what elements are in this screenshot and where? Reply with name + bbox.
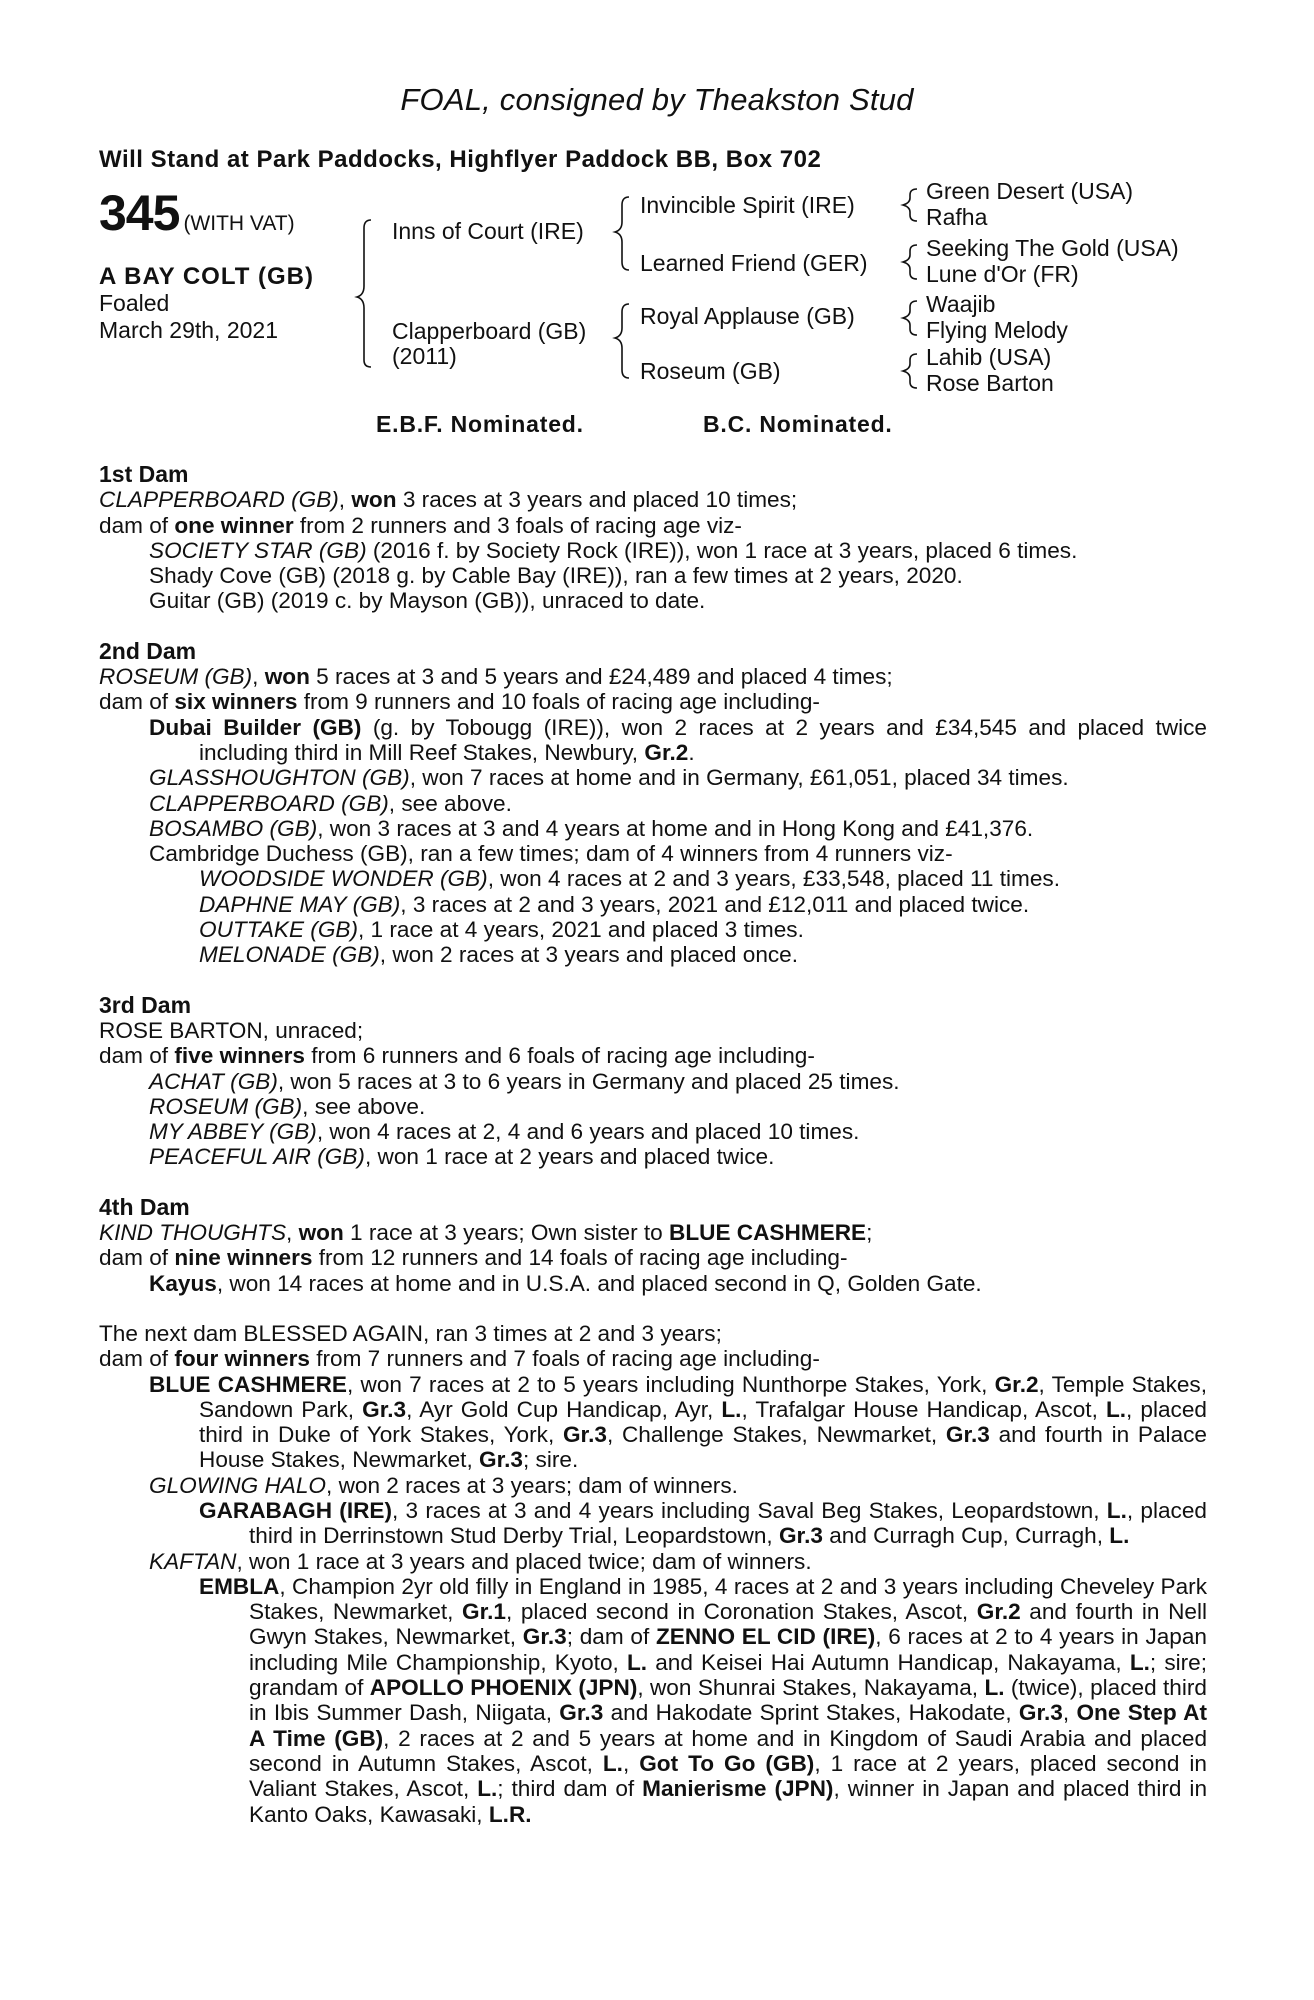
sire-dam: Learned Friend (GER) [640, 250, 868, 276]
grandfoal-entry [99, 866, 1207, 891]
gen3-3: Seeking The Gold (USA) [926, 235, 1179, 261]
bold-text: four winners [174, 1346, 310, 1372]
text-segment: , won 14 races at home and in U.S.A. and placed second in Q, Golden Gate. [216, 1270, 982, 1296]
text-segment: (g. by Tobougg (IRE)), won 2 races at 2 years and £34,545 and placed twice including third in Mill Reef Stakes, Newbury, [199, 714, 1207, 765]
text-segment: , placed third in Duke of York Stakes, York, [199, 1396, 1207, 1448]
text-segment: , 1 race at 4 years, 2021 and placed 3 times. [358, 917, 804, 943]
bold-text: Gr.2 [644, 739, 689, 765]
italic-name: KIND THOUGHTS [99, 1220, 287, 1246]
text-segment: Guitar (GB) (2019 c. by Mayson (GB)), unraced to date. [149, 588, 706, 614]
section-title: 1st Dam [99, 461, 189, 487]
bold-text: L. [477, 1776, 498, 1802]
dam: Clapperboard (GB) [392, 318, 587, 344]
text-segment: , see above. [388, 790, 512, 816]
second-dam-section [99, 639, 1207, 968]
italic-name: ROSEUM (GB) [99, 664, 253, 690]
dam-line [99, 1321, 1207, 1346]
bold-text: Gr.3 [522, 1624, 567, 1650]
bold-text: GARABAGH (IRE) [199, 1497, 393, 1523]
text-segment: , 6 races at 2 to 4 years in Japan including Mile Championship, Kyoto, [249, 1624, 1208, 1675]
foal-entry [99, 765, 1207, 790]
text-segment: ; [866, 1220, 873, 1246]
bold-text: L. [1129, 1649, 1150, 1675]
text-segment: ; sire; grandam of [249, 1649, 1208, 1701]
dam-line [99, 487, 1207, 512]
text-segment: dam of [99, 1245, 175, 1271]
italic-name: ROSEUM (GB) [149, 1093, 303, 1119]
bold-text: won [351, 487, 397, 513]
foal-entry [99, 538, 1207, 563]
sire-sire: Invincible Spirit (IRE) [640, 192, 855, 218]
text-segment: , won 7 races at 2 to 5 years including Nunthorpe Stakes, York, [347, 1371, 995, 1397]
text-segment: , won 2 races at 3 years and placed once. [379, 942, 799, 968]
produce-line [99, 1346, 1207, 1371]
text-segment: . [688, 739, 695, 765]
text-segment: and Keisei Hai Autumn Handicap, Nakayama, [647, 1649, 1130, 1675]
bold-text: APOLLO PHOENIX (JPN) [369, 1675, 638, 1701]
section-title: 2nd Dam [99, 637, 197, 664]
text-segment: , placed second in Coronation Stakes, Ascot, [506, 1599, 977, 1625]
text-segment: dam of [99, 689, 175, 715]
gen3-4: Lune d'Or (FR) [926, 261, 1079, 287]
text-segment: , [622, 1750, 640, 1776]
foal-entry [99, 563, 1207, 588]
italic-name: DAPHNE MAY (GB) [199, 891, 401, 917]
text-segment: from 12 runners and 14 foals of racing age including- [312, 1245, 848, 1271]
text-segment: , won 2 races at 3 years; dam of winners. [326, 1472, 738, 1498]
grandfoal-entry [99, 892, 1207, 917]
italic-name: SOCIETY STAR (GB) [149, 537, 367, 563]
text-segment: , won 1 race at 2 years and placed twice. [364, 1144, 775, 1170]
gen3-5: Waajib [926, 291, 996, 317]
italic-name: WOODSIDE WONDER (GB) [199, 866, 488, 892]
text-segment: , winner in Japan and placed third in Kanto Oaks, Kawasaki, [249, 1776, 1208, 1827]
third-dam-section [99, 993, 1207, 1170]
foaled-date: March 29th, 2021 [99, 317, 279, 343]
bold-text: L.R. [488, 1801, 532, 1827]
foaled-label: Foaled [99, 290, 170, 316]
bold-text: One Step At A Time (GB) [249, 1700, 1207, 1751]
bold-text: L. [721, 1396, 742, 1422]
foal-entry [99, 715, 1207, 766]
dam-line [99, 1018, 1207, 1043]
text-segment: and fourth in Palace House Stakes, Newmarket, [199, 1422, 1208, 1473]
text-segment: (2016 f. by Society Rock (IRE)), won 1 race at 3 years, placed 6 times. [366, 537, 1078, 563]
text-segment: , won 4 races at 2 and 3 years, £33,548, placed 11 times. [487, 866, 1061, 892]
text-segment: , [286, 1220, 299, 1246]
bold-text: five winners [174, 1043, 305, 1069]
text-segment: dam of [99, 512, 175, 538]
colt-title: A BAY COLT (GB) [99, 263, 315, 290]
bold-text: nine winners [174, 1245, 313, 1271]
text-segment: and Curragh Cup, Curragh, [822, 1523, 1110, 1549]
text-segment: , see above. [302, 1093, 426, 1119]
grandfoal-entry [99, 917, 1207, 942]
bold-text: Gr.2 [976, 1599, 1021, 1625]
bold-text: L. [984, 1675, 1005, 1701]
bold-text: L. [626, 1649, 648, 1675]
gen3-7: Lahib (USA) [926, 344, 1052, 370]
italic-name: ACHAT (GB) [149, 1068, 278, 1094]
text-segment: , 1 race at 2 years, placed second in Valiant Stakes, Ascot, [249, 1750, 1207, 1802]
text-segment: , [252, 664, 265, 690]
italic-name: CLAPPERBOARD (GB) [149, 790, 389, 816]
italic-name: OUTTAKE (GB) [199, 917, 358, 943]
bold-text: Gr.2 [994, 1371, 1039, 1397]
italic-name: MY ABBEY (GB) [149, 1119, 317, 1145]
text-segment: , [1062, 1700, 1077, 1726]
foal-entry [99, 588, 1207, 613]
bold-text: Dubai Builder (GB) [149, 714, 362, 740]
text-segment: , Temple Stakes, Sandown Park, [199, 1371, 1208, 1422]
produce-line [99, 1043, 1207, 1068]
text-segment: ; dam of [566, 1624, 656, 1650]
section-title: 4th Dam [99, 1193, 190, 1220]
text-segment: 1 race at 3 years; Own sister to [343, 1220, 670, 1246]
text-segment: from 7 runners and 7 foals of racing age including- [309, 1346, 820, 1372]
text-segment: , 3 races at 3 and 4 years including Saval Beg Stakes, Leopardstown, [392, 1497, 1107, 1523]
italic-name: MELONADE (GB) [199, 942, 380, 968]
grandfoal-entry [99, 1574, 1207, 1827]
foal-entry [99, 791, 1207, 816]
bold-text: ZENNO EL CID (IRE) [655, 1624, 876, 1650]
text-segment: from 2 runners and 3 foals of racing age viz- [293, 512, 742, 538]
foal-entry [99, 1372, 1207, 1473]
text-segment: , won 4 races at 2, 4 and 6 years and placed 10 times. [316, 1119, 860, 1145]
text-segment: (twice), placed third in Ibis Summer Dash, Niigata, [249, 1675, 1207, 1726]
text-segment: 5 races at 3 and 5 years and £24,489 and placed 4 times; [309, 664, 893, 690]
text-segment: Cambridge Duchess (GB), ran a few times; dam of 4 winners from 4 runners viz- [149, 841, 953, 867]
bold-text: Gr.3 [1018, 1700, 1063, 1726]
grandfoal-entry [99, 942, 1207, 967]
text-segment: 3 races at 3 years and placed 10 times; [396, 487, 798, 513]
produce-line [99, 689, 1207, 714]
dam-year: (2011) [392, 343, 457, 369]
italic-name: GLOWING HALO [149, 1472, 327, 1498]
produce-line [99, 1245, 1207, 1270]
foal-entry [99, 1271, 1207, 1296]
dam-line [99, 1220, 1207, 1245]
bold-text: Gr.1 [462, 1599, 506, 1625]
text-segment: , won 7 races at home and in Germany, £61,051, placed 34 times. [409, 765, 1069, 791]
bold-text: Gr.3 [778, 1523, 823, 1549]
ebf-nominated: E.B.F. Nominated. [376, 411, 584, 437]
text-segment: , won Shunrai Stakes, Nakayama, [637, 1675, 985, 1701]
text-segment: , Trafalgar House Handicap, Ascot, [741, 1396, 1106, 1422]
sire: Inns of Court (IRE) [392, 218, 584, 244]
text-segment: , Challenge Stakes, Newmarket, [606, 1422, 946, 1448]
page-title: FOAL, consigned by Theakston Stud [400, 82, 914, 117]
gen3-8: Rose Barton [926, 370, 1054, 396]
italic-name: PEACEFUL AIR (GB) [149, 1144, 365, 1170]
lot-vat: (WITH VAT) [183, 212, 295, 235]
foal-entry [99, 1069, 1207, 1094]
bold-text: Got To Go (GB) [639, 1750, 815, 1776]
section-title: 3rd Dam [99, 991, 192, 1018]
bc-nominated: B.C. Nominated. [703, 411, 893, 437]
text-segment: , Ayr Gold Cup Handicap, Ayr, [406, 1396, 722, 1422]
foal-entry [99, 1473, 1207, 1498]
text-segment: , Champion 2yr old filly in England in 1985, 4 races at 2 and 3 years including Cheveley Park Stakes, Newmarket, [249, 1573, 1207, 1625]
text-segment: , placed third in Derrinstown Stud Derby Trial, Leopardstown, [249, 1497, 1207, 1549]
bold-text: Gr.3 [945, 1422, 990, 1448]
first-dam-section [99, 462, 1207, 614]
grandfoal-entry [99, 1498, 1207, 1549]
text-segment: Shady Cove (GB) (2018 g. by Cable Bay (IRE)), ran a few times at 2 years, 2020. [149, 563, 963, 589]
text-segment: dam of [99, 1043, 175, 1069]
foal-entry [99, 1549, 1207, 1574]
bold-text: Gr.3 [562, 1422, 607, 1448]
foal-entry [99, 841, 1207, 866]
text-segment: , 3 races at 2 and 3 years, 2021 and £12,011 and placed twice. [400, 891, 1030, 917]
text-segment: , 2 races at 2 and 5 years at home and in Kingdom of Saudi Arabia and placed second in Autumn Stakes, Ascot, [249, 1725, 1208, 1776]
bold-text: won [298, 1220, 344, 1246]
text-segment: from 9 runners and 10 foals of racing age including- [297, 689, 820, 715]
text-segment: ; sire. [523, 1447, 579, 1473]
foal-entry [99, 816, 1207, 841]
text-segment: from 6 runners and 6 foals of racing age including- [304, 1043, 815, 1069]
bold-text: Kayus [149, 1270, 217, 1296]
dam-line [99, 664, 1207, 689]
bold-text: EMBLA [199, 1573, 280, 1599]
stand-location: Will Stand at Park Paddocks, Highflyer Paddock BB, Box 702 [99, 146, 822, 173]
bold-text: L. [602, 1750, 623, 1776]
bold-text: L. [1105, 1396, 1127, 1422]
text-segment: The next dam BLESSED AGAIN, ran 3 times at 2 and 3 years; [99, 1320, 722, 1346]
text-segment: and Hakodate Sprint Stakes, Hakodate, [603, 1700, 1019, 1726]
dam-sire: Royal Applause (GB) [640, 303, 855, 329]
text-segment: , [338, 487, 352, 513]
bold-text: Gr.3 [559, 1700, 604, 1726]
text-segment: , won 3 races at 3 and 4 years at home and in Hong Kong and £41,376. [317, 815, 1034, 841]
bold-text: Manierisme (JPN) [642, 1776, 834, 1802]
bold-text: BLUE CASHMERE [149, 1371, 348, 1397]
italic-name: BOSAMBO (GB) [149, 815, 318, 841]
gen3-6: Flying Melody [926, 317, 1068, 343]
italic-name: GLASSHOUGHTON (GB) [149, 765, 410, 791]
text-segment: , won 5 races at 3 to 6 years in Germany and placed 25 times. [277, 1068, 900, 1094]
text-segment: dam of [99, 1346, 175, 1372]
bold-text: Gr.3 [362, 1396, 407, 1422]
bold-text: one winner [174, 512, 294, 538]
gen3-2: Rafha [926, 204, 988, 230]
text-segment: , won 1 race at 3 years and placed twice; dam of winners. [236, 1548, 812, 1574]
produce-line [99, 513, 1207, 538]
foal-entry [99, 1144, 1207, 1169]
text-segment: ROSE BARTON, unraced; [99, 1017, 364, 1043]
catalogue-body [99, 462, 1207, 1852]
italic-name: KAFTAN [149, 1548, 237, 1574]
bold-text: BLUE CASHMERE [669, 1220, 867, 1246]
dam-dam: Roseum (GB) [640, 358, 781, 384]
text-segment: and fourth in Nell Gwyn Stakes, Newmarket, [249, 1599, 1207, 1650]
bold-text: L. [1109, 1523, 1130, 1549]
bold-text: six winners [174, 689, 298, 715]
foal-entry [99, 1119, 1207, 1144]
lot-number: 345 [99, 185, 180, 241]
bold-text: Gr.3 [479, 1447, 523, 1473]
gen3-1: Green Desert (USA) [926, 178, 1134, 204]
foal-entry [99, 1094, 1207, 1119]
bold-text: L. [1106, 1497, 1127, 1523]
next-dam-section [99, 1321, 1207, 1827]
bold-text: won [264, 664, 310, 690]
text-segment: ; third dam of [497, 1776, 643, 1802]
italic-name: CLAPPERBOARD (GB) [99, 487, 339, 513]
fourth-dam-section [99, 1195, 1207, 1296]
